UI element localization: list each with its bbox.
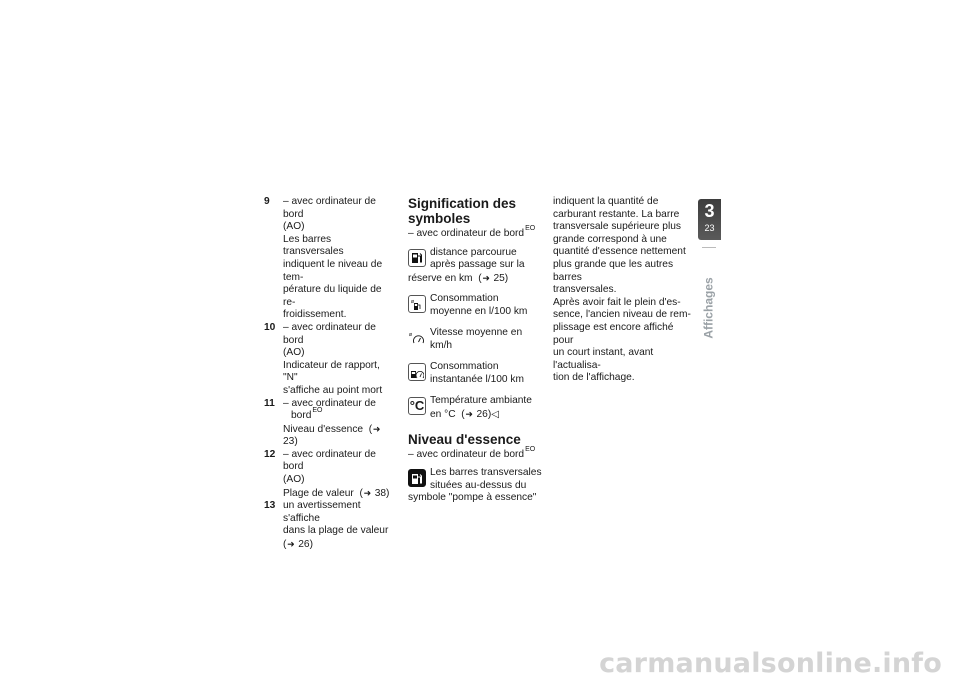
item-line: indiquent le niveau de tem-	[283, 258, 383, 283]
item-number: 11	[264, 397, 275, 409]
symbol-entry: °C Température ambiante en °C (➜ 26)◁	[409, 395, 532, 420]
paragraph-line: plus grande que les autres barres	[553, 258, 674, 283]
paragraph-line: tion de l'affichage.	[553, 372, 635, 384]
item-line: Indicateur de rapport, "N"	[283, 359, 380, 384]
item-line: un avertissement s'affiche	[283, 500, 361, 524]
temperature-celsius-icon: °C	[408, 397, 426, 415]
paragraph-line: grande correspond à une	[553, 233, 667, 245]
paragraph-line: transversale supérieure plus	[553, 221, 681, 233]
item-line: (AO)	[283, 221, 305, 233]
page-ref-arrow-icon: ➜	[287, 539, 295, 550]
item-line: Plage de valeur (➜ 38)	[283, 487, 390, 499]
chapter-tab	[698, 199, 721, 240]
item-text: Plage de valeur	[283, 487, 354, 499]
item-number: 9	[264, 196, 270, 207]
section-fuel-level	[408, 432, 543, 505]
svg-text:ø: ø	[409, 332, 413, 339]
item-line: pérature du liquide de re-	[283, 284, 382, 308]
list-item-11	[264, 398, 394, 449]
section-heading: Signification des symboles	[408, 196, 517, 226]
list-item-9	[264, 196, 394, 322]
item-line: dans la plage de valeur	[283, 525, 389, 537]
instant-fuel-icon	[408, 363, 426, 381]
section-heading: Niveau d'essence	[408, 431, 521, 447]
fuel-pump-icon	[408, 469, 426, 487]
average-fuel-icon	[408, 295, 426, 313]
svg-text:ø: ø	[411, 299, 415, 306]
item-line: s'affiche au point mort	[283, 384, 383, 396]
paragraph-line: carburant restante. La barre	[553, 208, 680, 220]
page-ref-number[interactable]: 26	[298, 539, 310, 551]
paragraph-line: sence, l'ancien niveau de rem-	[553, 309, 691, 321]
paragraph-line: indiquent la quantité de	[553, 196, 659, 207]
symbol-description: Température ambiante en °C	[430, 395, 532, 420]
page-ref-number[interactable]: 25	[493, 272, 505, 284]
option-tag: EO	[312, 407, 323, 415]
list-item-12	[264, 449, 394, 500]
symbol-entry	[408, 467, 543, 505]
paragraph-line: transversales.	[553, 284, 617, 296]
column-middle	[408, 196, 543, 513]
item-line: Niveau d'essence (➜ 23)	[283, 423, 381, 448]
symbol-description: Consommation moyenne en l/100 km	[430, 293, 528, 317]
column-right	[553, 196, 693, 385]
chapter-number: 3	[704, 201, 715, 221]
page-ref-arrow-icon: ➜	[465, 408, 473, 419]
page-ref-number[interactable]: 26	[476, 408, 488, 420]
symbol-entry	[408, 293, 543, 319]
watermark: carmanualsonline.info	[599, 648, 942, 679]
section-subtitle	[408, 445, 543, 462]
page-number: 23	[704, 223, 715, 233]
page-ref-arrow-icon: ➜	[363, 487, 372, 498]
item-line: – avec ordinateur de	[283, 397, 376, 409]
item-line	[283, 407, 394, 423]
paragraph-line: Après avoir fait le plein d'es-	[553, 296, 681, 308]
option-tag: EO	[525, 225, 536, 232]
paragraph-line: plissage est encore affiché pour	[553, 321, 674, 346]
symbol-description: Les barres transversales situées au-dessus du symbole "pompe à essence"	[408, 467, 542, 504]
item-line: Les barres transversales	[283, 233, 344, 258]
item-line: – avec ordinateur de bord	[283, 448, 376, 473]
column-left	[264, 196, 394, 552]
item-line: (AO)	[283, 474, 305, 486]
subtitle-text: – avec ordinateur de bord	[408, 228, 525, 239]
fuel-pump-icon	[408, 249, 426, 267]
item-line: froidissement.	[283, 309, 347, 321]
symbol-entry	[408, 327, 543, 353]
symbol-entry	[408, 361, 543, 387]
item-number: 13	[264, 500, 276, 512]
item-number: 10	[264, 321, 276, 333]
option-tag: EO	[525, 445, 536, 453]
item-line: – avec ordinateur de bord	[283, 321, 376, 346]
paragraph-line: quantité d'essence nettement	[553, 246, 686, 258]
average-speed-icon	[408, 329, 426, 347]
page-ref-number[interactable]: 23	[283, 436, 295, 448]
symbol-description: Vitesse moyenne en km/h	[430, 327, 523, 351]
item-text: bord	[291, 410, 312, 422]
paragraph-line: un court instant, avant l'actualisa-	[553, 347, 654, 371]
subtitle-text: – avec ordinateur de bord	[408, 448, 525, 460]
section-symbols	[408, 196, 543, 422]
list-item-10	[264, 322, 394, 398]
item-line: (AO)	[283, 347, 305, 359]
list-item-13	[264, 500, 394, 551]
item-line: – avec ordinateur de bord	[283, 196, 376, 220]
tab-divider	[702, 247, 716, 248]
page-ref-number[interactable]: 38	[374, 487, 387, 499]
item-number: 12	[264, 448, 276, 460]
section-subtitle	[408, 225, 543, 241]
symbol-description: distance parcourue après passage sur la réserve en km	[408, 246, 525, 284]
item-text: Niveau d'essence	[283, 423, 364, 435]
end-of-section-marker: ◁	[491, 408, 500, 420]
chapter-title-vertical: Affichages	[701, 277, 716, 339]
item-line: (➜ 26)	[283, 539, 313, 551]
symbol-description: Consommation instantanée l/100 km	[430, 361, 525, 385]
page-ref-arrow-icon: ➜	[372, 423, 381, 434]
page-ref-arrow-icon: ➜	[482, 272, 490, 283]
symbol-entry: distance parcourue après passage sur la réserve en km (➜ 25)	[408, 246, 525, 284]
